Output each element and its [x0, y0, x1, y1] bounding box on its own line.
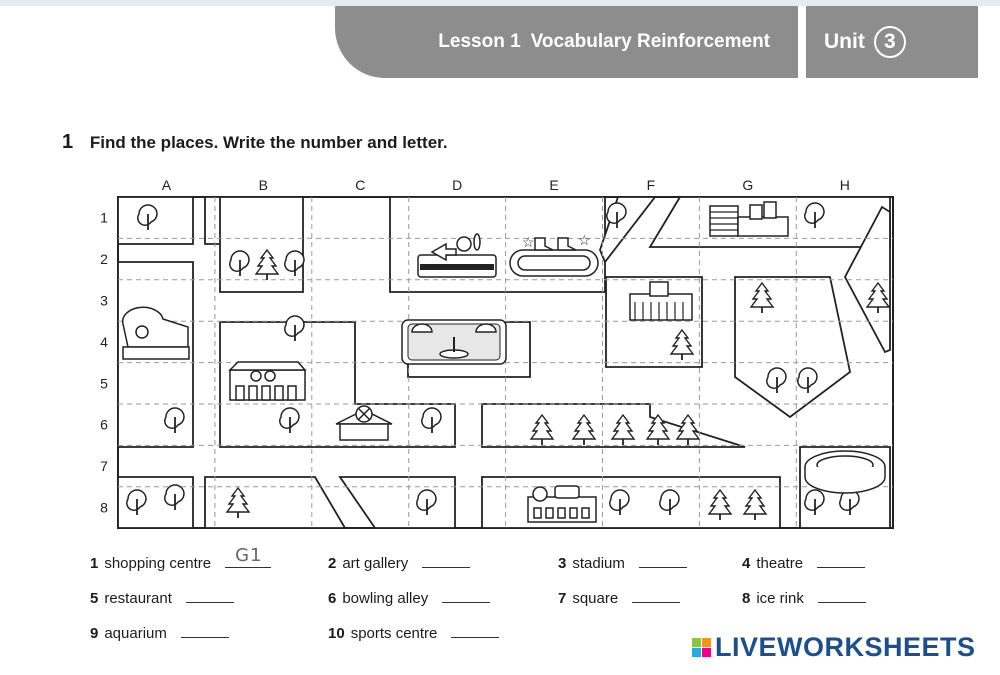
row-label: 3 — [100, 292, 108, 309]
item-number: 5 — [90, 590, 99, 607]
stadium-icon — [805, 451, 885, 493]
item-label: square — [572, 590, 619, 607]
column-label: C — [355, 177, 366, 193]
answer-blank[interactable] — [181, 636, 229, 638]
item-number: 10 — [328, 625, 345, 642]
answer-text: G1 — [235, 545, 263, 566]
row-label: 7 — [100, 458, 108, 475]
item-number: 4 — [742, 555, 751, 572]
row-labels — [100, 210, 108, 516]
list-item — [328, 555, 470, 572]
list-item — [328, 590, 490, 607]
answer-blank[interactable] — [817, 566, 865, 568]
lesson-label: Lesson 1 — [438, 31, 521, 52]
row-label: 4 — [100, 333, 108, 350]
list-item — [90, 590, 234, 607]
item-number: 2 — [328, 555, 337, 572]
row-label: 8 — [100, 499, 108, 516]
column-label: H — [839, 177, 850, 193]
list-item — [90, 545, 271, 572]
exercise-number: 1 — [62, 131, 74, 153]
answer-blank[interactable] — [818, 601, 866, 603]
item-number: 7 — [558, 590, 567, 607]
item-number: 3 — [558, 555, 567, 572]
item-label: aquarium — [104, 625, 167, 642]
star-icon: ☆ — [522, 234, 535, 250]
item-number: 9 — [90, 625, 99, 642]
item-label: ice rink — [756, 590, 804, 607]
item-number: 8 — [742, 590, 751, 607]
item-number: 1 — [90, 555, 99, 572]
city-block — [118, 197, 193, 244]
square-icon — [402, 320, 506, 364]
row-label: 6 — [100, 416, 108, 433]
star-icon: ☆ — [578, 232, 591, 248]
answer-blank[interactable] — [639, 566, 687, 568]
liveworksheets-brand[interactable] — [692, 632, 976, 663]
town-map — [90, 172, 905, 532]
list-item — [742, 555, 865, 572]
city-block — [220, 197, 303, 292]
item-label: stadium — [572, 555, 625, 572]
lesson-title: Vocabulary Reinforcement — [530, 31, 770, 52]
item-label: shopping centre — [104, 555, 212, 572]
answer-blank[interactable] — [632, 601, 680, 603]
unit-number-badge: 3 — [874, 26, 906, 58]
column-label: D — [452, 177, 463, 193]
column-labels — [162, 177, 850, 193]
answer-blank[interactable] — [186, 601, 234, 603]
list-item — [90, 625, 229, 642]
exercise-instruction: Find the places. Write the number and letter. — [89, 133, 448, 152]
column-label: A — [161, 177, 172, 193]
brand-name: LIVEWORKSHEETS — [715, 632, 976, 662]
liveworksheets-logo-icon — [692, 638, 711, 657]
column-label: F — [646, 177, 656, 193]
list-item — [328, 625, 499, 642]
answer-blank[interactable] — [225, 545, 271, 568]
row-label: 1 — [100, 209, 108, 226]
answer-blank[interactable] — [442, 601, 490, 603]
item-label: restaurant — [104, 590, 172, 607]
answer-blank[interactable] — [451, 636, 499, 638]
row-label: 2 — [100, 251, 108, 268]
list-item — [558, 590, 680, 607]
row-label: 5 — [100, 375, 108, 392]
city-block — [482, 477, 780, 528]
item-label: art gallery — [342, 555, 409, 572]
theatre-icon — [230, 362, 305, 400]
lesson-header — [335, 6, 798, 78]
unit-header — [806, 6, 978, 78]
column-label: B — [258, 177, 269, 193]
column-label: E — [549, 177, 559, 193]
item-label: sports centre — [350, 625, 438, 642]
exercise-instruction-row — [62, 131, 448, 154]
answer-blank[interactable] — [422, 566, 470, 568]
column-label: G — [742, 177, 754, 193]
item-label: theatre — [756, 555, 804, 572]
unit-label: Unit — [824, 30, 865, 53]
item-number: 6 — [328, 590, 337, 607]
item-label: bowling alley — [342, 590, 429, 607]
list-item — [742, 590, 866, 607]
list-item — [558, 555, 687, 572]
